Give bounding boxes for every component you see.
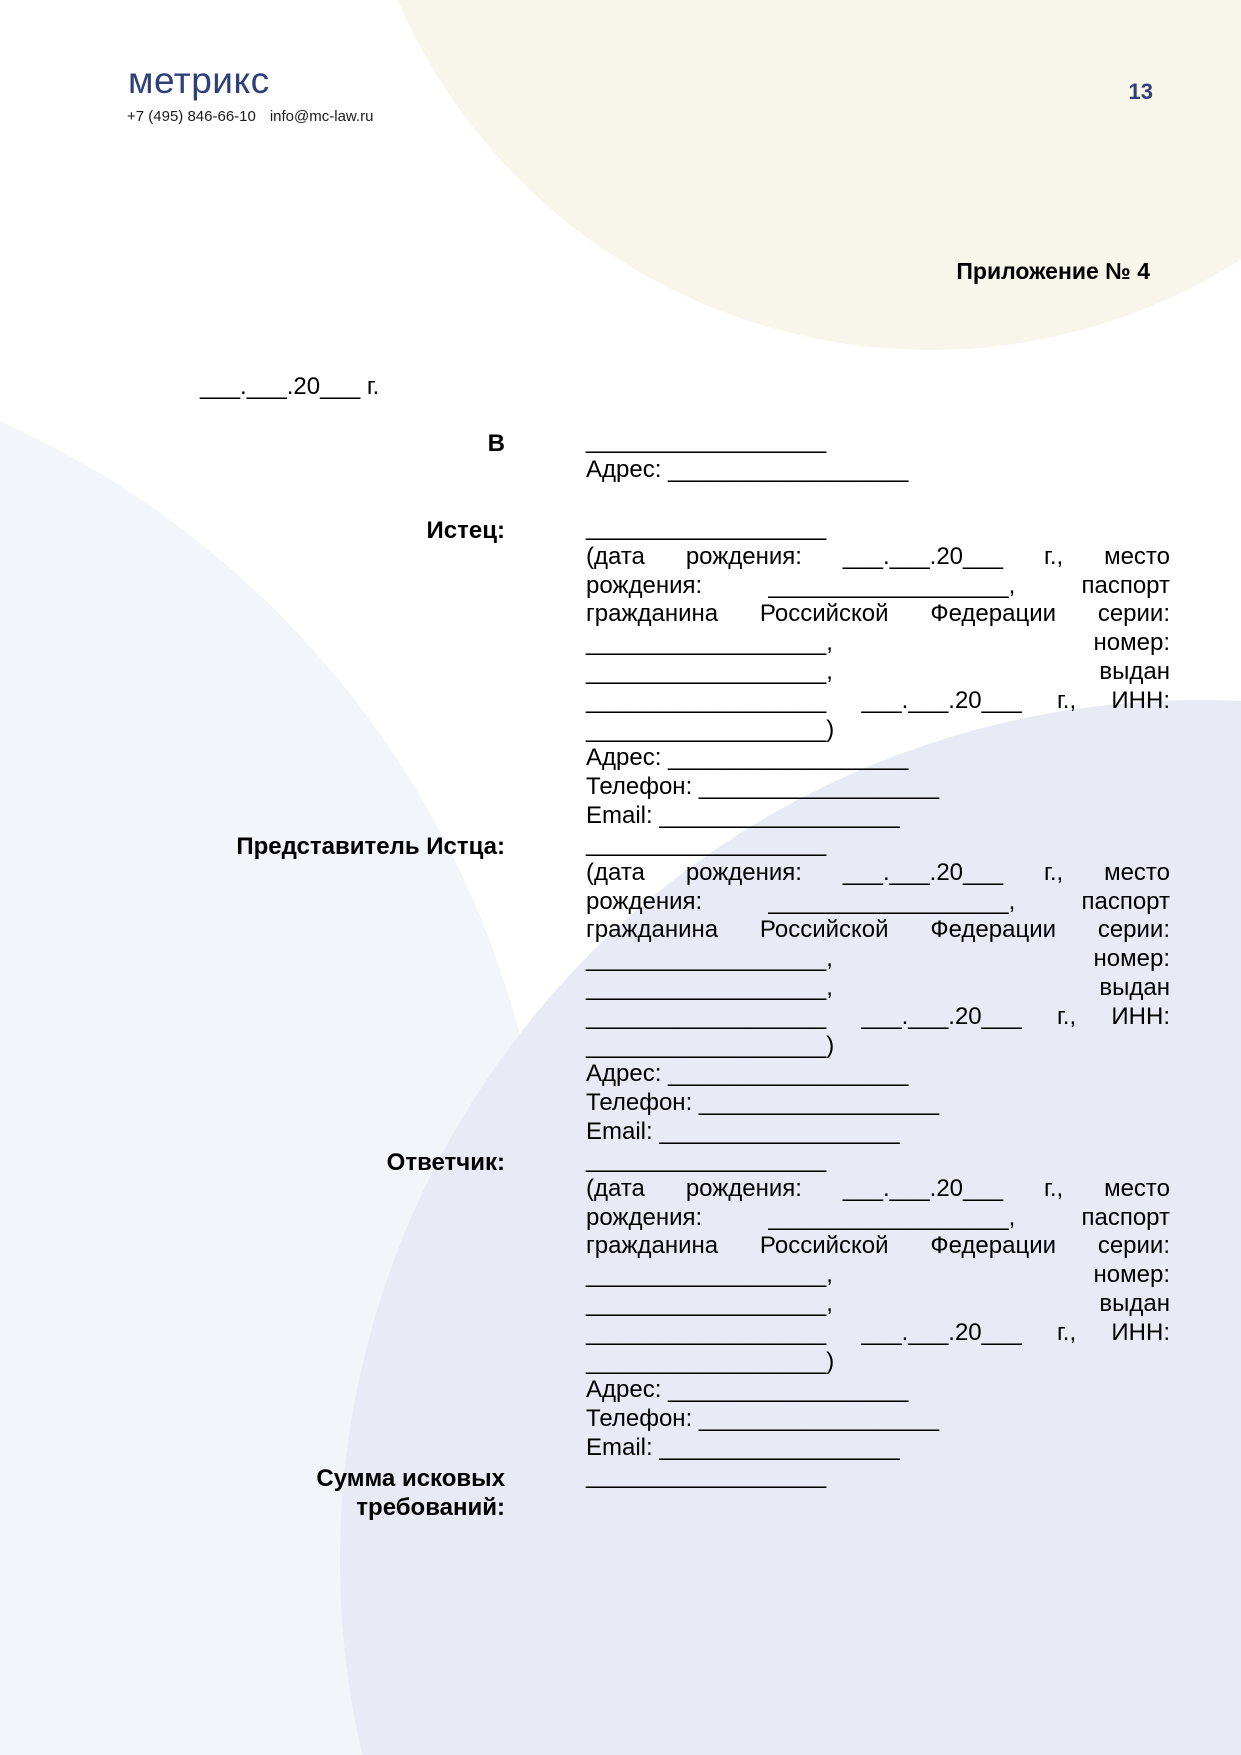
plaintiff-details-line: гражданина Российской Федерации серии: — [586, 600, 1170, 628]
plaintiff-details-line: (дата рождения: ___.___.20___ г., место — [586, 542, 1170, 570]
court-label: В — [487, 430, 505, 457]
defendant-value — [586, 1146, 1170, 1463]
header-contacts — [127, 108, 373, 125]
plaintiff-value — [586, 514, 1170, 831]
defendant-phone: Телефон: __________________ — [586, 1405, 940, 1433]
company-logo: метрикс — [128, 60, 270, 101]
representative-phone: Телефон: __________________ — [586, 1089, 940, 1117]
representative-details-line: __________________ ___.___.20___ г., ИНН: — [586, 1002, 1170, 1030]
representative-details-line: рождения: __________________, паспорт — [586, 887, 1170, 915]
defendant-details-line: (дата рождения: ___.___.20___ г., место — [586, 1174, 1170, 1202]
representative-address: Адрес: __________________ — [586, 1060, 909, 1088]
claim-sum-label-line1: Сумма исковых — [316, 1465, 505, 1492]
representative-value — [586, 830, 1170, 1147]
plaintiff-details-line: __________________, номер: — [586, 629, 1170, 657]
representative-details-line: __________________, выдан — [586, 973, 1170, 1001]
claim-sum-label-line2: требований: — [356, 1494, 505, 1521]
defendant-details-line: __________________, номер: — [586, 1261, 1170, 1289]
appendix-title: Приложение № 4 — [956, 258, 1150, 284]
plaintiff-details-line: рождения: __________________, паспорт — [586, 571, 1170, 599]
plaintiff-email: Email: __________________ — [586, 801, 900, 829]
representative-email: Email: __________________ — [586, 1117, 900, 1145]
defendant-label: Ответчик: — [386, 1149, 505, 1176]
page-number: 13 — [1128, 79, 1153, 104]
plaintiff-details-line: __________________ ___.___.20___ г., ИНН: — [586, 686, 1170, 714]
defendant-details-line: __________________, выдан — [586, 1289, 1170, 1317]
header-email: info@mc-law.ru — [269, 108, 374, 125]
defendant-email: Email: __________________ — [586, 1433, 900, 1461]
defendant-details-last: __________________) — [586, 1347, 835, 1375]
representative-details-line: __________________, номер: — [586, 945, 1170, 973]
court-name-blank: __________________ — [586, 427, 827, 454]
defendant-details-line: гражданина Российской Федерации серии: — [586, 1232, 1170, 1260]
plaintiff-phone: Телефон: __________________ — [586, 773, 940, 801]
defendant-details-line: рождения: __________________, паспорт — [586, 1203, 1170, 1231]
representative-name-blank: __________________ — [586, 830, 827, 857]
plaintiff-address: Адрес: __________________ — [586, 744, 909, 772]
claim-sum-blank: __________________ — [586, 1462, 827, 1489]
defendant-name-blank: __________________ — [586, 1146, 827, 1173]
representative-details-line: гражданина Российской Федерации серии: — [586, 916, 1170, 944]
plaintiff-details-line: __________________, выдан — [586, 657, 1170, 685]
plaintiff-name-blank: __________________ — [586, 514, 827, 541]
representative-details-line: (дата рождения: ___.___.20___ г., место — [586, 858, 1170, 886]
representative-details-last: __________________) — [586, 1031, 835, 1059]
plaintiff-label: Истец: — [426, 517, 505, 544]
header-phone: +7 (495) 846-66-10 — [127, 108, 256, 125]
plaintiff-details-last: __________________) — [586, 715, 835, 743]
document-date: ___.___.20___ г. — [200, 373, 380, 400]
claim-sum-label — [145, 1464, 505, 1522]
claim-sum-value — [586, 1462, 1170, 1491]
court-address: Адрес: __________________ — [586, 455, 909, 483]
defendant-details-line: __________________ ___.___.20___ г., ИНН: — [586, 1318, 1170, 1346]
representative-label: Представитель Истца: — [236, 833, 505, 860]
court-value — [586, 427, 1170, 485]
defendant-address: Адрес: __________________ — [586, 1376, 909, 1404]
